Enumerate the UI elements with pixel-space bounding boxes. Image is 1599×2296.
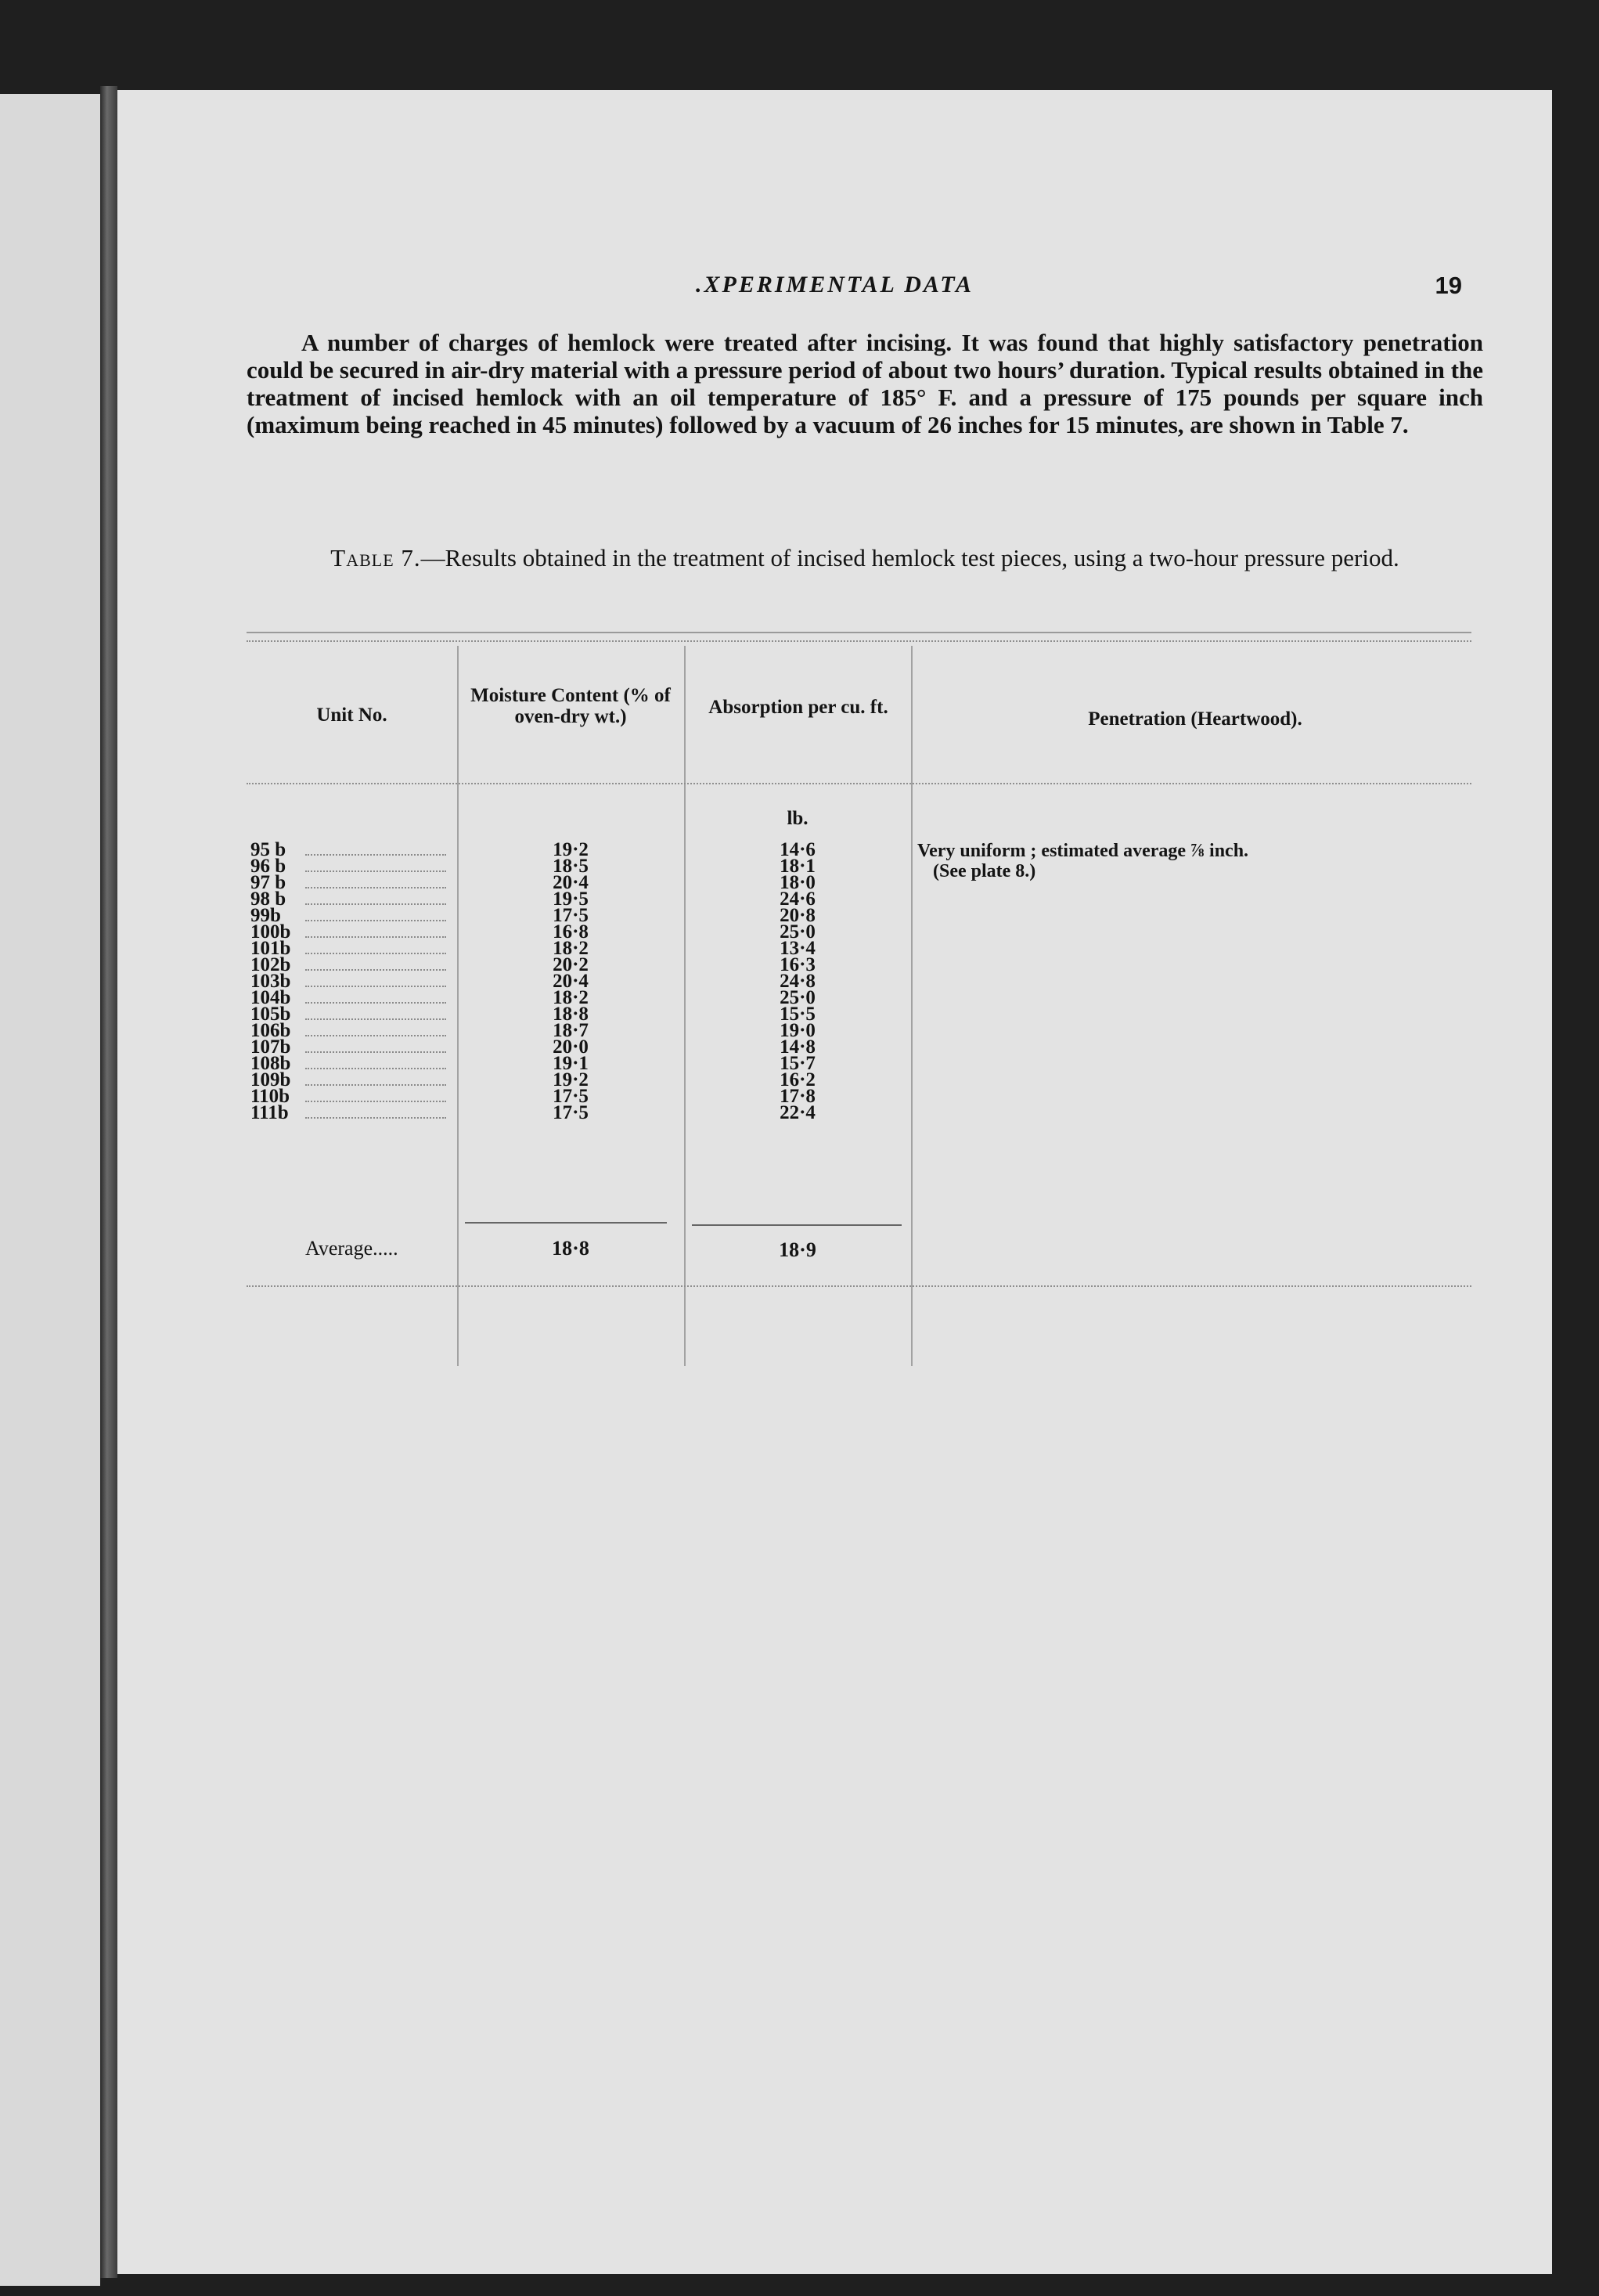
unit-number-cell: 105b [250, 1004, 291, 1025]
leader-dots [305, 843, 446, 856]
leader-dots [305, 991, 446, 1004]
facing-page-edge [0, 94, 100, 2286]
absorption-cell: 22·4 [780, 1102, 816, 1123]
absorption-cell: 15·5 [780, 1004, 816, 1025]
average-moisture: 18·8 [552, 1237, 589, 1260]
absorption-cell: 25·0 [780, 987, 816, 1008]
absorption-unit: lb. [787, 808, 809, 829]
absorption-cell: 25·0 [780, 921, 816, 943]
moisture-cell: 18·2 [553, 987, 589, 1008]
moisture-cell: 18·8 [553, 1004, 589, 1025]
unit-number-cell: 102b [250, 954, 291, 975]
table-caption-tag: Table 7. [330, 544, 421, 571]
absorption-cell: 24·6 [780, 888, 816, 910]
book-spine [100, 86, 117, 2278]
unit-number-cell: 98 b [250, 888, 286, 910]
unit-number-cell: 106b [250, 1020, 291, 1041]
penetration-note-line1: Very uniform ; estimated average ⅞ inch. [917, 841, 1249, 861]
moisture-cell: 20·4 [553, 971, 589, 992]
absorption-cell: 15·7 [780, 1053, 816, 1074]
moisture-cell: 16·8 [553, 921, 589, 943]
column-header-penetration: Penetration (Heartwood). [1088, 708, 1302, 730]
absorption-cell: 18·1 [780, 856, 816, 877]
absorption-cell: 16·2 [780, 1069, 816, 1090]
absorption-cell: 14·6 [780, 839, 816, 860]
leader-dots [305, 909, 446, 921]
leader-dots [305, 892, 446, 905]
absorption-cell: 14·8 [780, 1036, 816, 1058]
leader-dots [305, 1007, 446, 1020]
unit-number-cell: 100b [250, 921, 291, 943]
unit-number-cell: 101b [250, 938, 291, 959]
moisture-cell: 18·7 [553, 1020, 589, 1041]
column-header-absorption: Absorption per cu. ft. [708, 697, 888, 718]
unit-number-cell: 107b [250, 1036, 291, 1058]
average-label: Average..... [305, 1237, 398, 1260]
unit-number-cell: 96 b [250, 856, 286, 877]
moisture-cell: 19·5 [553, 888, 589, 910]
leader-dots [305, 958, 446, 971]
leader-dots [305, 1057, 446, 1069]
unit-number-cell: 109b [250, 1069, 291, 1090]
moisture-cell: 19·2 [553, 1069, 589, 1090]
moisture-cell: 18·5 [553, 856, 589, 877]
table-caption [247, 544, 1483, 572]
penetration-note-line2: (See plate 8.) [933, 861, 1036, 881]
average-rule [692, 1224, 902, 1226]
moisture-cell: 20·4 [553, 872, 589, 893]
leader-dots [305, 860, 446, 872]
leader-dots [305, 925, 446, 938]
document-page [117, 90, 1552, 2274]
moisture-cell: 20·2 [553, 954, 589, 975]
unit-number-cell: 104b [250, 987, 291, 1008]
absorption-cell: 16·3 [780, 954, 816, 975]
leader-dots [305, 876, 446, 888]
leader-dots [305, 942, 446, 954]
moisture-cell: 17·5 [553, 1102, 589, 1123]
absorption-cell: 20·8 [780, 905, 816, 926]
column-divider [684, 646, 686, 1366]
running-head: .XPERIMENTAL DATA [696, 272, 974, 297]
table-top-rule-secondary [247, 640, 1471, 643]
header-bottom-rule [247, 783, 1471, 786]
absorption-cell: 24·8 [780, 971, 816, 992]
absorption-cell: 17·8 [780, 1086, 816, 1107]
moisture-cell: 19·1 [553, 1053, 589, 1074]
unit-number-cell: 99b [250, 905, 281, 926]
column-header-moisture: Moisture Content (% of oven-dry wt.) [470, 685, 671, 727]
leader-dots [305, 1090, 446, 1102]
leader-dots [305, 1106, 446, 1119]
leader-dots [305, 1073, 446, 1086]
unit-number-cell: 110b [250, 1086, 290, 1107]
column-divider [457, 646, 459, 1366]
moisture-cell: 17·5 [553, 905, 589, 926]
moisture-cell: 18·2 [553, 938, 589, 959]
absorption-cell: 19·0 [780, 1020, 816, 1041]
unit-number-cell: 97 b [250, 872, 286, 893]
table-caption-text: —Results obtained in the treatment of incised hemlock test pieces, using a two-hour pressure period. [420, 544, 1399, 571]
page-number: 19 [1435, 272, 1462, 299]
column-divider [911, 646, 913, 1366]
absorption-cell: 18·0 [780, 872, 816, 893]
body-paragraph: A number of charges of hemlock were treated after incising. It was found that highly satisfactory penetration could be secured in air-dry material with a pressure period of about two hours’ duration. Typical results obtained in the treatment of incised hemlock with an oil temperature of 185° F. and a pressure of 175 pounds per square inch (maximum being reached in 45 minutes) followed by a vacuum of 26 inches for 15 minutes, are shown in Table 7. [247, 329, 1483, 438]
leader-dots [305, 1040, 446, 1053]
unit-number-cell: 95 b [250, 839, 286, 860]
average-absorption: 18·9 [779, 1238, 816, 1261]
table-top-rule [247, 632, 1471, 633]
moisture-cell: 20·0 [553, 1036, 589, 1058]
table-bottom-rule [247, 1285, 1471, 1289]
moisture-cell: 19·2 [553, 839, 589, 860]
unit-number-cell: 108b [250, 1053, 291, 1074]
absorption-cell: 13·4 [780, 938, 816, 959]
average-rule [465, 1222, 667, 1224]
unit-number-cell: 103b [250, 971, 291, 992]
leader-dots [305, 1024, 446, 1036]
leader-dots [305, 975, 446, 987]
moisture-cell: 17·5 [553, 1086, 589, 1107]
column-header-unit: Unit No. [316, 705, 387, 726]
unit-number-cell: 111b [250, 1102, 289, 1123]
